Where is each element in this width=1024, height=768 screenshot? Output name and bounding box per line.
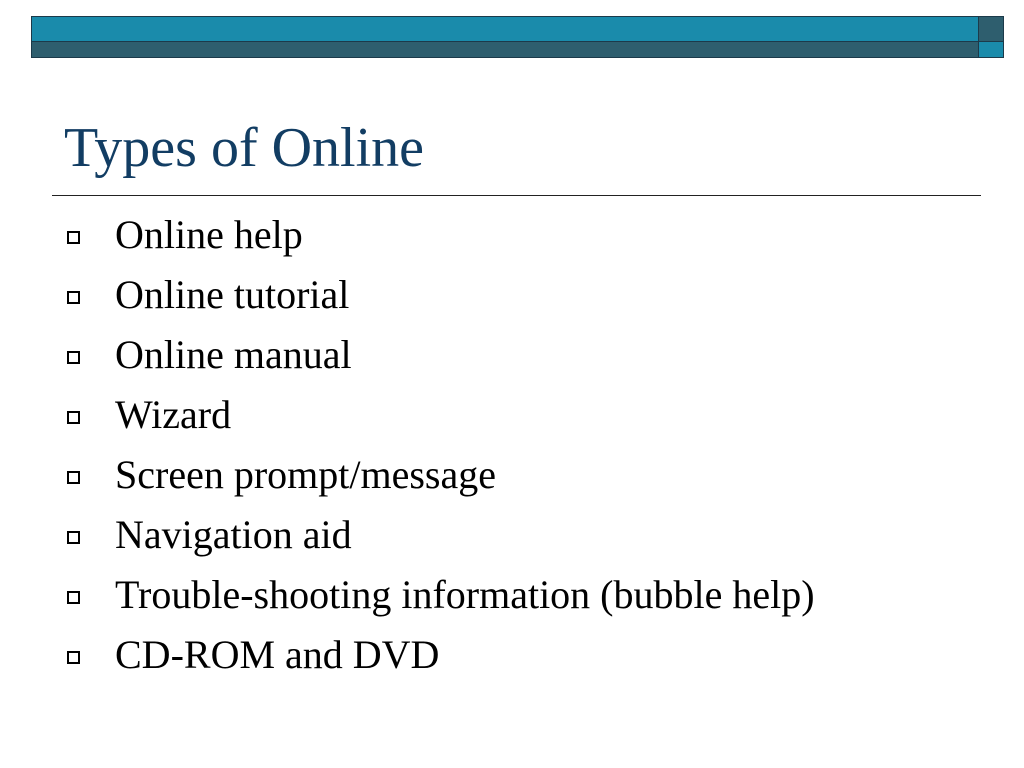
bullet-item [0, 626, 960, 686]
bullet-item [0, 266, 960, 326]
header-corner-top-block [979, 17, 1003, 41]
bullet-item [0, 566, 960, 626]
bullet-text: Screen prompt/message [115, 452, 496, 497]
bullet-list [0, 206, 960, 686]
bullet-item [0, 506, 960, 566]
header-band-bottom-stripe [32, 41, 978, 57]
bullet-item [0, 446, 960, 506]
header-corner-bottom-block [979, 41, 1003, 57]
hollow-square-bullet-icon [67, 471, 80, 484]
slide-title: Types of Online [64, 117, 425, 179]
header-decor-band [31, 16, 1004, 58]
hollow-square-bullet-icon [67, 351, 80, 364]
bullet-text: Wizard [115, 392, 232, 437]
hollow-square-bullet-icon [67, 531, 80, 544]
bullet-item [0, 206, 960, 266]
hollow-square-bullet-icon [67, 231, 80, 244]
hollow-square-bullet-icon [67, 291, 80, 304]
bullet-item [0, 386, 960, 446]
bullet-text: Online help [115, 212, 303, 257]
bullet-text: Navigation aid [115, 512, 352, 557]
hollow-square-bullet-icon [67, 591, 80, 604]
bullet-text: Online tutorial [115, 272, 350, 317]
bullet-text: CD-ROM and DVD [115, 632, 440, 677]
hollow-square-bullet-icon [67, 651, 80, 664]
bullet-text: Online manual [115, 332, 352, 377]
bullet-item [0, 326, 960, 386]
title-underline-rule [52, 195, 981, 196]
bullet-text: Trouble-shooting information (bubble help) [115, 572, 815, 617]
header-band-top-stripe [32, 17, 978, 41]
hollow-square-bullet-icon [67, 411, 80, 424]
